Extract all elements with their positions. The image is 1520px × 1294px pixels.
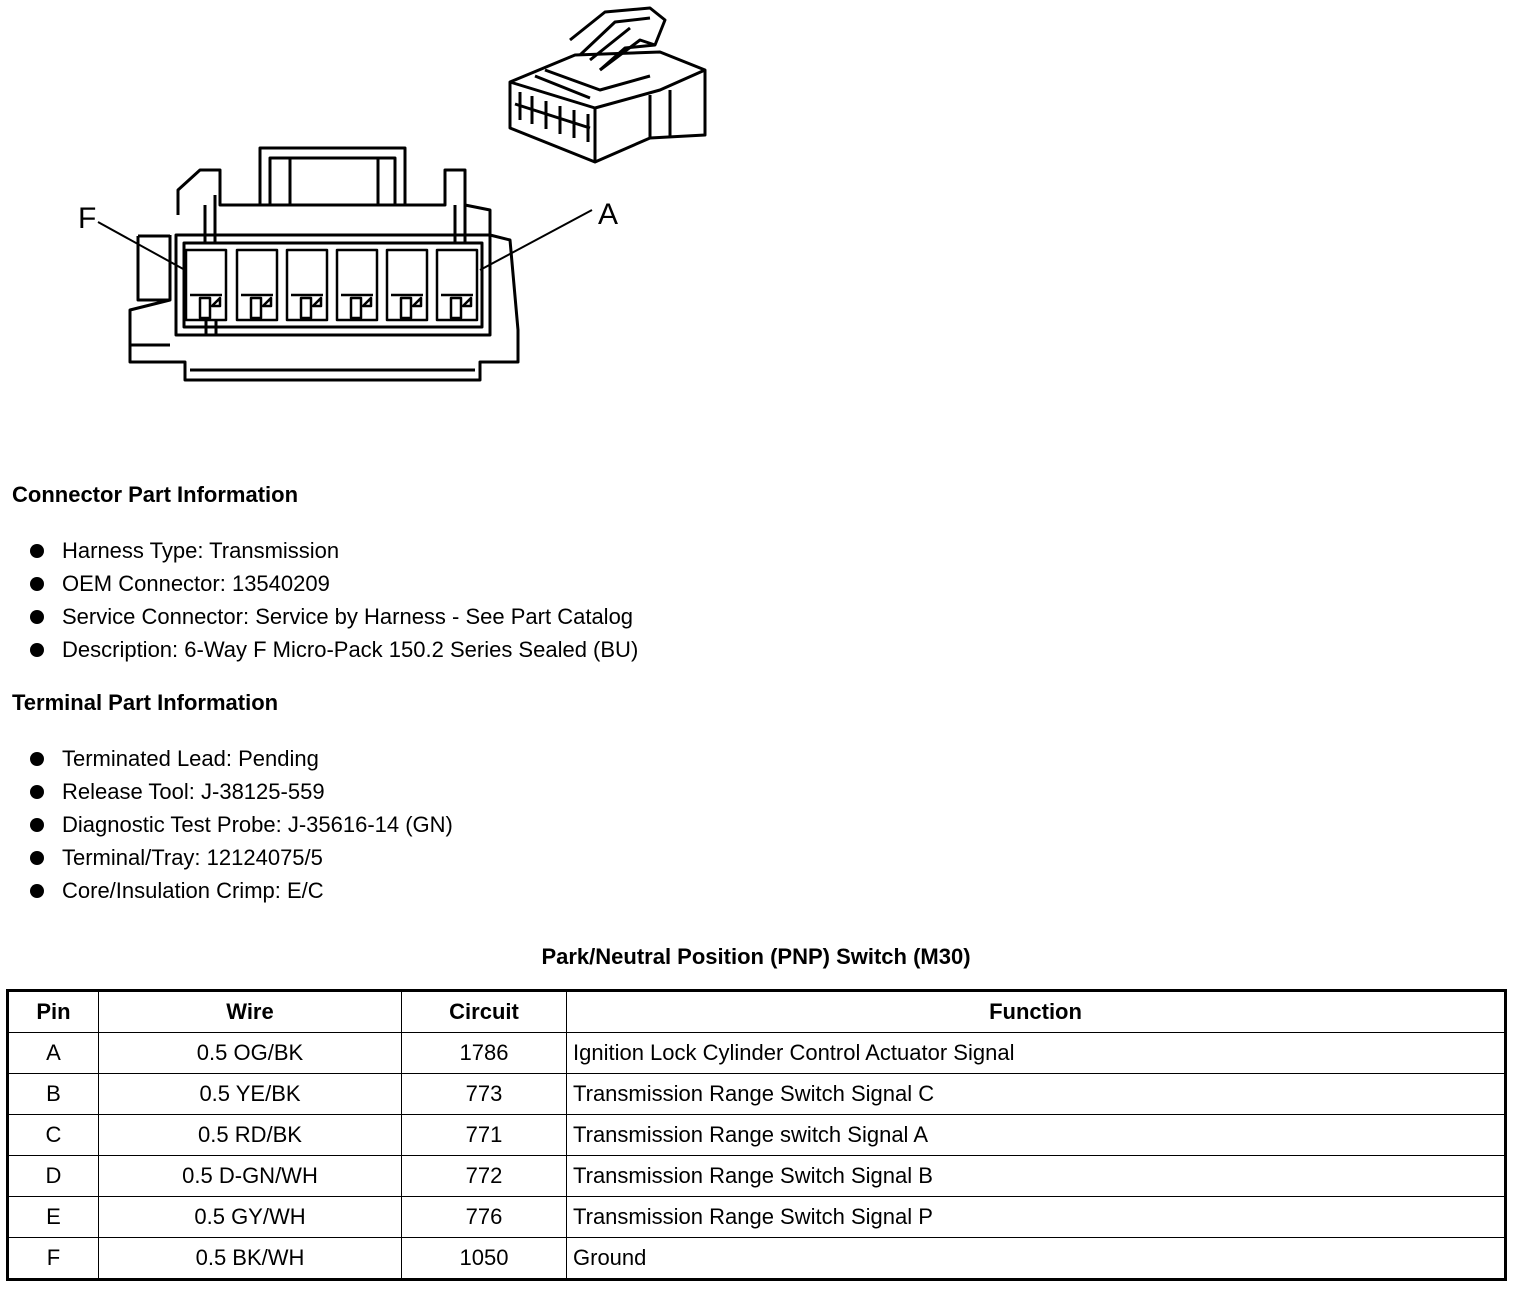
- table-row: [8, 1197, 1506, 1238]
- function-cell: Transmission Range Switch Signal P: [567, 1197, 1506, 1238]
- connector-diagram: [0, 0, 760, 420]
- bullet-icon: [30, 785, 44, 799]
- pin-a-label: A: [598, 198, 619, 231]
- table-row: [8, 1074, 1506, 1115]
- circuit-cell: 776: [402, 1197, 567, 1238]
- pin-cell: B: [8, 1074, 99, 1115]
- pin-cell: E: [8, 1197, 99, 1238]
- pin-f-label: F: [78, 202, 97, 235]
- connector-front-view: [130, 148, 518, 380]
- table-row: [8, 1033, 1506, 1074]
- pin-cell: F: [8, 1238, 99, 1280]
- connector-part-info-list: [28, 534, 638, 666]
- table-title: Park/Neutral Position (PNP) Switch (M30): [541, 944, 971, 969]
- bullet-icon: [30, 643, 44, 657]
- list-item: Terminated Lead: Pending: [28, 742, 453, 775]
- list-item: Diagnostic Test Probe: J-35616-14 (GN): [28, 808, 453, 841]
- pin-cell: C: [8, 1115, 99, 1156]
- table-row: [8, 1238, 1506, 1280]
- pinout-table: [6, 989, 1507, 1281]
- terminal-part-info-title: Terminal Part Information: [12, 690, 279, 715]
- pin-cell: D: [8, 1156, 99, 1197]
- bullet-icon: [30, 818, 44, 832]
- column-header-circuit: Circuit: [402, 991, 567, 1033]
- bullet-icon: [30, 884, 44, 898]
- table-header-row: [8, 991, 1506, 1033]
- circuit-cell: 773: [402, 1074, 567, 1115]
- connector-isometric-view: [510, 8, 705, 162]
- circuit-cell: 1050: [402, 1238, 567, 1280]
- circuit-cell: 771: [402, 1115, 567, 1156]
- wire-cell: 0.5 RD/BK: [99, 1115, 402, 1156]
- bullet-icon: [30, 610, 44, 624]
- pin-a-leader-line: [480, 210, 592, 270]
- function-cell: Ignition Lock Cylinder Control Actuator Signal: [567, 1033, 1506, 1074]
- table-row: [8, 1156, 1506, 1197]
- list-item: Core/Insulation Crimp: E/C: [28, 874, 453, 907]
- wire-cell: 0.5 OG/BK: [99, 1033, 402, 1074]
- list-item: Service Connector: Service by Harness - See Part Catalog: [28, 600, 638, 633]
- list-item: OEM Connector: 13540209: [28, 567, 638, 600]
- terminal-part-info-list: [28, 742, 453, 907]
- function-cell: Ground: [567, 1238, 1506, 1280]
- bullet-icon: [30, 851, 44, 865]
- list-item: Terminal/Tray: 12124075/5: [28, 841, 453, 874]
- pin-cell: A: [8, 1033, 99, 1074]
- function-cell: Transmission Range Switch Signal C: [567, 1074, 1506, 1115]
- wire-cell: 0.5 BK/WH: [99, 1238, 402, 1280]
- list-item: Release Tool: J-38125-559: [28, 775, 453, 808]
- column-header-wire: Wire: [99, 991, 402, 1033]
- connector-part-info-title: Connector Part Information: [12, 482, 299, 507]
- bullet-icon: [30, 752, 44, 766]
- function-cell: Transmission Range Switch Signal B: [567, 1156, 1506, 1197]
- function-cell: Transmission Range switch Signal A: [567, 1115, 1506, 1156]
- circuit-cell: 772: [402, 1156, 567, 1197]
- list-item: Harness Type: Transmission: [28, 534, 638, 567]
- wire-cell: 0.5 GY/WH: [99, 1197, 402, 1238]
- table-row: [8, 1115, 1506, 1156]
- pin-f-leader-line: [98, 222, 185, 270]
- circuit-cell: 1786: [402, 1033, 567, 1074]
- column-header-function: Function: [567, 991, 1506, 1033]
- wire-cell: 0.5 D-GN/WH: [99, 1156, 402, 1197]
- bullet-icon: [30, 577, 44, 591]
- bullet-icon: [30, 544, 44, 558]
- column-header-pin: Pin: [8, 991, 99, 1033]
- wire-cell: 0.5 YE/BK: [99, 1074, 402, 1115]
- list-item: Description: 6-Way F Micro-Pack 150.2 Series Sealed (BU): [28, 633, 638, 666]
